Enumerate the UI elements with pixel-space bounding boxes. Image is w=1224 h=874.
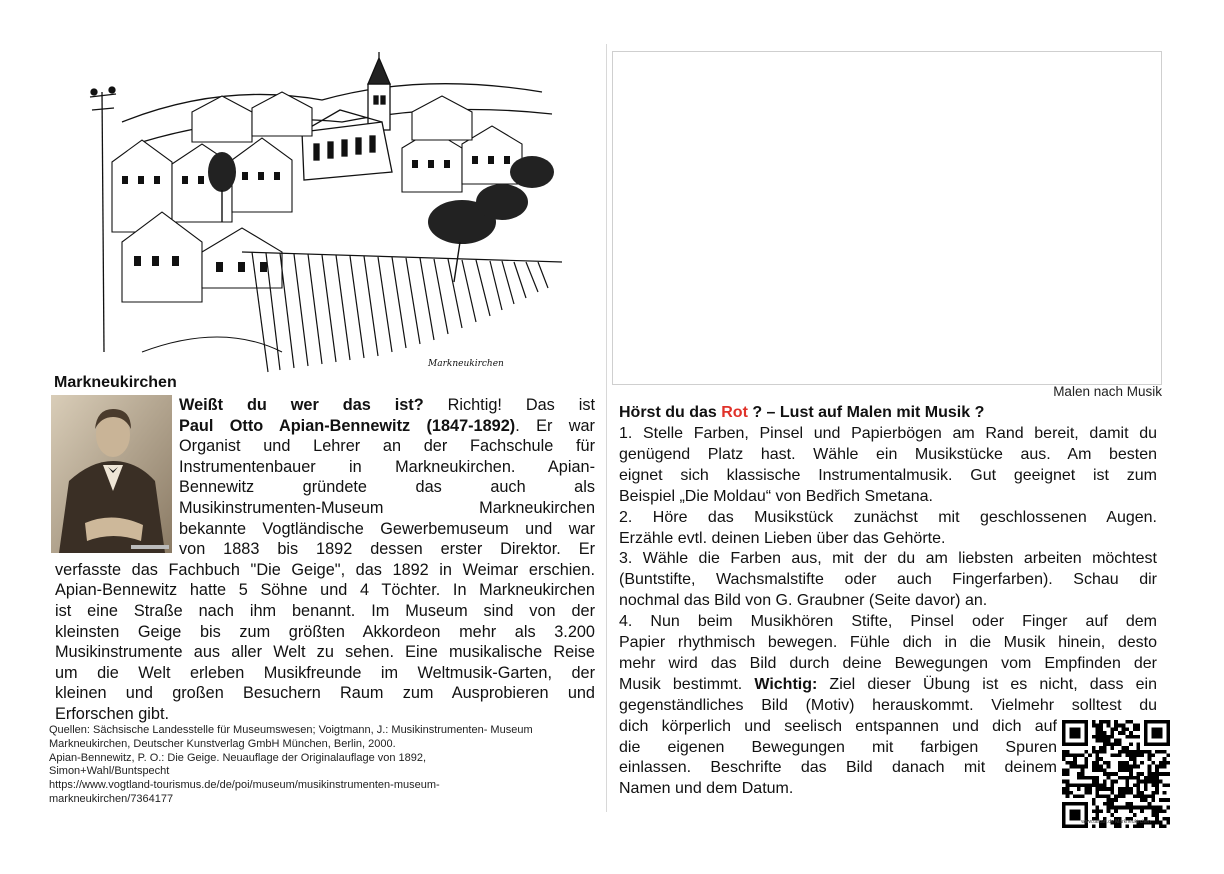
task-line-part: (Buntstifte, Wachsmalstifte oder auch Fingerfarben). Schau dir	[619, 571, 1157, 589]
task-line	[619, 529, 1157, 550]
task-line-part: 2. Höre das Musikstück zunächst mit geschlossenen Augen.	[619, 508, 1157, 526]
bio-line	[55, 663, 595, 684]
bio-line-part: Instrumentenbauer in Markneukirchen. Apian-	[179, 457, 595, 476]
source-line: Apian-Bennewitz, P. O.: Die Geige. Neuauflage der Originalauflage von 1892,	[49, 751, 427, 764]
bio-line	[179, 519, 595, 540]
bio-line-part: kleinsten Geige bis zum größten Akkordeon mehr als 3.200	[55, 622, 595, 641]
bio-line-part: . Er war	[515, 416, 595, 435]
bio-line-part: Organist und Lehrer an der Fachschule für	[179, 437, 595, 456]
bio-line	[55, 601, 595, 622]
task-line-part: Beispiel „Die Moldau“ von Bedřich Smetana.	[619, 487, 933, 505]
task-line	[619, 424, 1157, 445]
task-line	[619, 466, 1157, 487]
biography-text	[55, 395, 595, 725]
bio-line-part: von 1883 bis 1892 dessen erster Direktor. Er	[179, 540, 595, 559]
task-line	[619, 675, 1157, 696]
bio-line	[179, 457, 595, 478]
task-line-part: Erzähle evtl. deinen Lieben über das Gehörte.	[619, 529, 946, 547]
qr-code	[1062, 716, 1170, 832]
heading-part: ? – Lust auf Malen mit Musik ?	[747, 404, 985, 421]
fold-line	[606, 44, 607, 812]
task-line	[619, 717, 1057, 738]
bio-line	[55, 704, 595, 725]
markneukirchen-sketch	[82, 52, 576, 374]
task-line-part: nochmal das Bild von G. Graubner (Seite davor) an.	[619, 592, 988, 610]
bio-line-part: kleinen und großen Besuchern Raum zum Ausprobieren und	[55, 684, 595, 703]
bio-line-part: Richtig! Das ist	[423, 396, 595, 414]
task-line-part: einlassen. Beschrifte das Bild danach mit deinem	[619, 759, 1057, 777]
bio-line	[55, 622, 595, 643]
task-line	[619, 633, 1157, 654]
task-line-part: mehr wird das Bild durch deine Bewegungen vom Empfinden der	[619, 654, 1157, 672]
bio-line-part: verfasste das Fachbuch "Die Geige", das 1892 in Weimar erschien.	[55, 560, 595, 579]
task-line	[619, 549, 1157, 570]
bio-line	[55, 560, 595, 581]
bio-line	[55, 642, 595, 663]
bio-line-part: um die Welt erleben Musikfreunde im Weltmusik-Garten, der	[55, 663, 595, 682]
bio-line-part: Paul Otto Apian-Bennewitz (1847-1892)	[179, 416, 516, 435]
bio-line-part: Apian-Bennewitz hatte 5 Söhne und 4 Töchter. In Markneukirchen	[55, 581, 595, 600]
task-line-part: 1. Stelle Farben, Pinsel und Papierbögen am Rand bereit, damit du	[619, 425, 1157, 442]
task-line-part: dich körperlich und seelisch entspannen und dich auf	[619, 717, 1057, 735]
task-line-part: eignet sich klassische Instrumentalmusik. Gut geeignet ist zum	[619, 466, 1157, 484]
task-line-part: Namen und dem Datum.	[619, 780, 794, 798]
series-label: Malen nach Musik	[1053, 384, 1162, 399]
task-line	[619, 696, 1157, 717]
task-line	[619, 487, 1157, 508]
bio-line-part: Musikinstrumente aus aller Welt zu sehen. Eine musikalische Reise	[55, 643, 595, 662]
source-line: markneukirchen/7364177	[49, 792, 174, 805]
sketch-signature: Markneukirchen	[428, 359, 504, 369]
task-line-part: Wichtig:	[754, 675, 818, 693]
bio-line	[179, 539, 595, 560]
task-line	[619, 508, 1157, 529]
bio-line	[179, 477, 595, 498]
bio-line-part: Bennewitz gründete das auch als	[179, 478, 595, 497]
qr-caption: www.talkart.de Markneukirchen	[1081, 819, 1151, 825]
heading-red-word: Rot	[721, 404, 748, 421]
bio-line	[179, 498, 595, 519]
task-line-part: gegenständliches Bild (Motiv) herauskommt. Vielmehr solltest du	[619, 696, 1157, 714]
bio-line-part: Musikinstrumenten-Museum Markneukirchen	[179, 499, 595, 517]
task-line	[619, 612, 1157, 633]
bio-line-part: ist eine Straße nach ihm benannt. Im Museum sind von der	[55, 602, 595, 620]
task-line	[619, 591, 1157, 612]
bio-line	[179, 395, 595, 416]
task-line-part: genügend Platz hast. Wähle ein Musikstücke aus. Am besten	[619, 445, 1157, 463]
bio-line	[179, 436, 595, 457]
bio-line	[55, 683, 595, 704]
page-title: Markneukirchen	[54, 374, 177, 391]
task-line	[619, 445, 1157, 466]
drawing-frame	[612, 51, 1162, 385]
heading-part: Hörst du das	[619, 404, 722, 421]
source-line: https://www.vogtland-tourismus.de/de/poi/museum/musikinstrumenten-museum-	[49, 779, 440, 792]
sources-list	[49, 724, 609, 807]
bio-line-part: Erforschen gibt.	[55, 705, 170, 723]
task-line	[619, 570, 1157, 591]
bio-line	[55, 580, 595, 601]
bio-line-part: Weißt du wer das ist?	[179, 396, 424, 414]
task-line-part: die eigenen Bewegungen mit farbigen Spuren	[619, 738, 1057, 756]
task-line	[619, 654, 1157, 675]
task-line	[619, 758, 1057, 779]
source-line: Markneukirchen, Deutscher Kunstverlag GmbH München, Berlin, 2000.	[49, 737, 396, 750]
task-heading	[619, 403, 1157, 424]
task-line-part: 4. Nun beim Musikhören Stifte, Pinsel oder Finger auf dem	[619, 613, 1157, 631]
bio-line-part: bekannte Vogtländische Gewerbemuseum und war	[179, 519, 595, 538]
task-line	[619, 738, 1057, 759]
task-line-part: Musik bestimmt.	[619, 675, 755, 693]
source-line: Quellen: Sächsische Landesstelle für Museumswesen; Voigtmann, J.: Musikinstrumenten- Museum	[49, 724, 533, 736]
bio-line	[179, 416, 595, 437]
task-line-part: Ziel dieser Übung ist es nicht, dass ein	[817, 675, 1158, 693]
task-line-part: Papier rhythmisch bewegen. Fühle dich in die Musik hinein, desto	[619, 634, 1157, 651]
task-line-part: 3. Wähle die Farben aus, mit der du am liebsten arbeiten möchtest	[619, 550, 1157, 568]
source-line: Simon+Wahl/Buntspecht	[49, 765, 170, 778]
